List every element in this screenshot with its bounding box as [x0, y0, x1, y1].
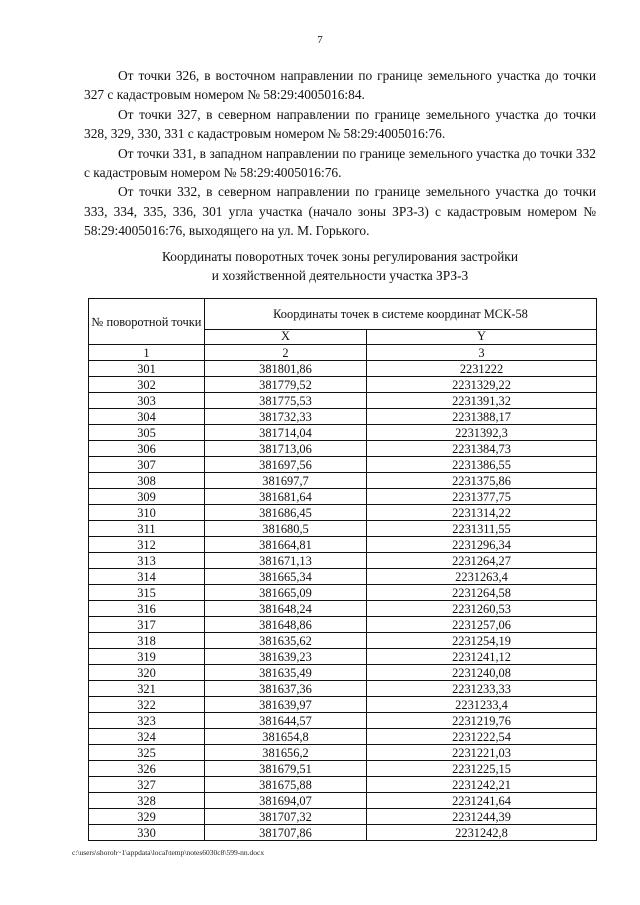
y-coordinate-cell: 2231244,39 [367, 809, 597, 825]
x-coordinate-cell: 381637,36 [205, 681, 367, 697]
point-number-cell: 304 [89, 409, 205, 425]
y-coordinate-cell: 2231329,22 [367, 377, 597, 393]
point-number-cell: 308 [89, 473, 205, 489]
x-coordinate-cell: 381648,24 [205, 601, 367, 617]
paragraph: От точки 326, в восточном направлении по границе земельного участка до точки 327 с кадастровым номером № 58:29:4005016:84. [84, 68, 596, 103]
table-body [89, 361, 597, 841]
column-number: 2 [205, 345, 367, 361]
point-number-cell: 314 [89, 569, 205, 585]
y-coordinate-cell: 2231314,22 [367, 505, 597, 521]
table-row [89, 505, 597, 521]
x-coordinate-cell: 381675,88 [205, 777, 367, 793]
header-y: Y [367, 329, 597, 344]
paragraph: От точки 327, в северном направлении по границе земельного участка до точки 328, 329, 330, 331 с кадастровым номером № 58:29:4005016:76. [84, 106, 596, 142]
y-coordinate-cell: 2231375,86 [367, 473, 597, 489]
y-coordinate-cell: 2231384,73 [367, 441, 597, 457]
point-number-cell: 305 [89, 425, 205, 441]
x-coordinate-cell: 381664,81 [205, 537, 367, 553]
y-coordinate-cell: 2231254,19 [367, 633, 597, 649]
x-coordinate-cell: 381801,86 [205, 361, 367, 377]
table-row [89, 713, 597, 729]
table-row [89, 377, 597, 393]
point-number-cell: 313 [89, 553, 205, 569]
coordinates-table [88, 298, 597, 841]
page-number: 7 [317, 34, 323, 46]
table-row [89, 601, 597, 617]
x-coordinate-cell: 381694,07 [205, 793, 367, 809]
x-coordinate-cell: 381779,52 [205, 377, 367, 393]
x-coordinate-cell: 381679,51 [205, 761, 367, 777]
table-row [89, 697, 597, 713]
header-coordinates: Координаты точек в системе координат МСК-58 [205, 299, 597, 330]
point-number-cell: 330 [89, 825, 205, 841]
point-number-cell: 315 [89, 585, 205, 601]
table-row [89, 537, 597, 553]
table-row [89, 665, 597, 681]
y-coordinate-cell: 2231264,27 [367, 553, 597, 569]
x-coordinate-cell: 381665,34 [205, 569, 367, 585]
point-number-cell: 312 [89, 537, 205, 553]
y-coordinate-cell: 2231225,15 [367, 761, 597, 777]
point-number-cell: 325 [89, 745, 205, 761]
y-coordinate-cell: 2231264,58 [367, 585, 597, 601]
x-coordinate-cell: 381656,2 [205, 745, 367, 761]
x-coordinate-cell: 381635,49 [205, 665, 367, 681]
y-coordinate-cell: 2231233,4 [367, 697, 597, 713]
point-number-cell: 309 [89, 489, 205, 505]
table-row [89, 617, 597, 633]
table-row [89, 745, 597, 761]
x-coordinate-cell: 381714,04 [205, 425, 367, 441]
x-coordinate-cell: 381697,7 [205, 473, 367, 489]
x-coordinate-cell: 381707,32 [205, 809, 367, 825]
table-row [89, 425, 597, 441]
point-number-cell: 322 [89, 697, 205, 713]
column-number: 3 [367, 345, 597, 361]
x-coordinate-cell: 381681,64 [205, 489, 367, 505]
y-coordinate-cell: 2231311,55 [367, 521, 597, 537]
table-row [89, 457, 597, 473]
column-number: 1 [89, 345, 205, 361]
point-number-cell: 318 [89, 633, 205, 649]
point-number-cell: 321 [89, 681, 205, 697]
table-row [89, 681, 597, 697]
y-coordinate-cell: 2231221,03 [367, 745, 597, 761]
header-x: X [205, 329, 367, 344]
x-coordinate-cell: 381713,06 [205, 441, 367, 457]
point-number-cell: 316 [89, 601, 205, 617]
table-row [89, 809, 597, 825]
point-number-cell: 302 [89, 377, 205, 393]
table-title-line: Координаты поворотных точек зоны регулирования застройки [162, 249, 518, 264]
table-row [89, 793, 597, 809]
x-coordinate-cell: 381644,57 [205, 713, 367, 729]
y-coordinate-cell: 2231391,32 [367, 393, 597, 409]
paragraph: От точки 331, в западном направлении по границе земельного участка до точки 332 с кадастровым номером № 58:29:4005016:76. [84, 145, 596, 181]
x-coordinate-cell: 381639,97 [205, 697, 367, 713]
x-coordinate-cell: 381697,56 [205, 457, 367, 473]
x-coordinate-cell: 381671,13 [205, 553, 367, 569]
x-coordinate-cell: 381639,23 [205, 649, 367, 665]
table-row [89, 553, 597, 569]
y-coordinate-cell: 2231257,06 [367, 617, 597, 633]
x-coordinate-cell: 381775,53 [205, 393, 367, 409]
table-row [89, 649, 597, 665]
y-coordinate-cell: 2231386,55 [367, 457, 597, 473]
point-number-cell: 326 [89, 761, 205, 777]
y-coordinate-cell: 2231241,64 [367, 793, 597, 809]
point-number-cell: 324 [89, 729, 205, 745]
point-number-cell: 311 [89, 521, 205, 537]
y-coordinate-cell: 2231296,34 [367, 537, 597, 553]
table-row [89, 633, 597, 649]
point-number-cell: 329 [89, 809, 205, 825]
point-number-cell: 303 [89, 393, 205, 409]
point-number-cell: 317 [89, 617, 205, 633]
table-row [89, 441, 597, 457]
y-coordinate-cell: 2231388,17 [367, 409, 597, 425]
point-number-cell: 320 [89, 665, 205, 681]
body-text [84, 66, 596, 241]
x-coordinate-cell: 381635,62 [205, 633, 367, 649]
y-coordinate-cell: 2231260,53 [367, 601, 597, 617]
x-coordinate-cell: 381707,86 [205, 825, 367, 841]
table-row [89, 361, 597, 377]
x-coordinate-cell: 381665,09 [205, 585, 367, 601]
table-row [89, 393, 597, 409]
header-point-number: № поворотной точки [89, 299, 205, 345]
point-number-cell: 328 [89, 793, 205, 809]
table-title-line: и хозяйственной деятельности участка ЗРЗ-3 [211, 268, 469, 283]
y-coordinate-cell: 2231392,3 [367, 425, 597, 441]
y-coordinate-cell: 2231242,8 [367, 825, 597, 841]
table-row [89, 521, 597, 537]
x-coordinate-cell: 381680,5 [205, 521, 367, 537]
point-number-cell: 301 [89, 361, 205, 377]
y-coordinate-cell: 2231222 [367, 361, 597, 377]
footer-file-path: c:\users\shoroh~1\appdata\local\temp\notes6030c8\599-nn.docx [72, 848, 265, 857]
y-coordinate-cell: 2231263,4 [367, 569, 597, 585]
point-number-cell: 310 [89, 505, 205, 521]
y-coordinate-cell: 2231377,75 [367, 489, 597, 505]
table-row [89, 585, 597, 601]
table-row [89, 409, 597, 425]
table-row [89, 489, 597, 505]
table-row [89, 569, 597, 585]
table-row [89, 729, 597, 745]
y-coordinate-cell: 2231222,54 [367, 729, 597, 745]
x-coordinate-cell: 381686,45 [205, 505, 367, 521]
table-row [89, 825, 597, 841]
x-coordinate-cell: 381732,33 [205, 409, 367, 425]
y-coordinate-cell: 2231219,76 [367, 713, 597, 729]
point-number-cell: 307 [89, 457, 205, 473]
y-coordinate-cell: 2231241,12 [367, 649, 597, 665]
paragraph: От точки 332, в северном направлении по границе земельного участка до точки 333, 334, 335, 336, 301 угла участка (начало зоны ЗРЗ-3) с кадастровым номером № 58:29:4005016:76, выходящего на ул. М. Горького. [84, 184, 596, 239]
x-coordinate-cell: 381648,86 [205, 617, 367, 633]
table-row [89, 777, 597, 793]
x-coordinate-cell: 381654,8 [205, 729, 367, 745]
y-coordinate-cell: 2231242,21 [367, 777, 597, 793]
point-number-cell: 306 [89, 441, 205, 457]
y-coordinate-cell: 2231233,33 [367, 681, 597, 697]
table-row [89, 473, 597, 489]
point-number-cell: 327 [89, 777, 205, 793]
table-title [84, 247, 596, 285]
point-number-cell: 323 [89, 713, 205, 729]
point-number-cell: 319 [89, 649, 205, 665]
table-row [89, 761, 597, 777]
y-coordinate-cell: 2231240,08 [367, 665, 597, 681]
